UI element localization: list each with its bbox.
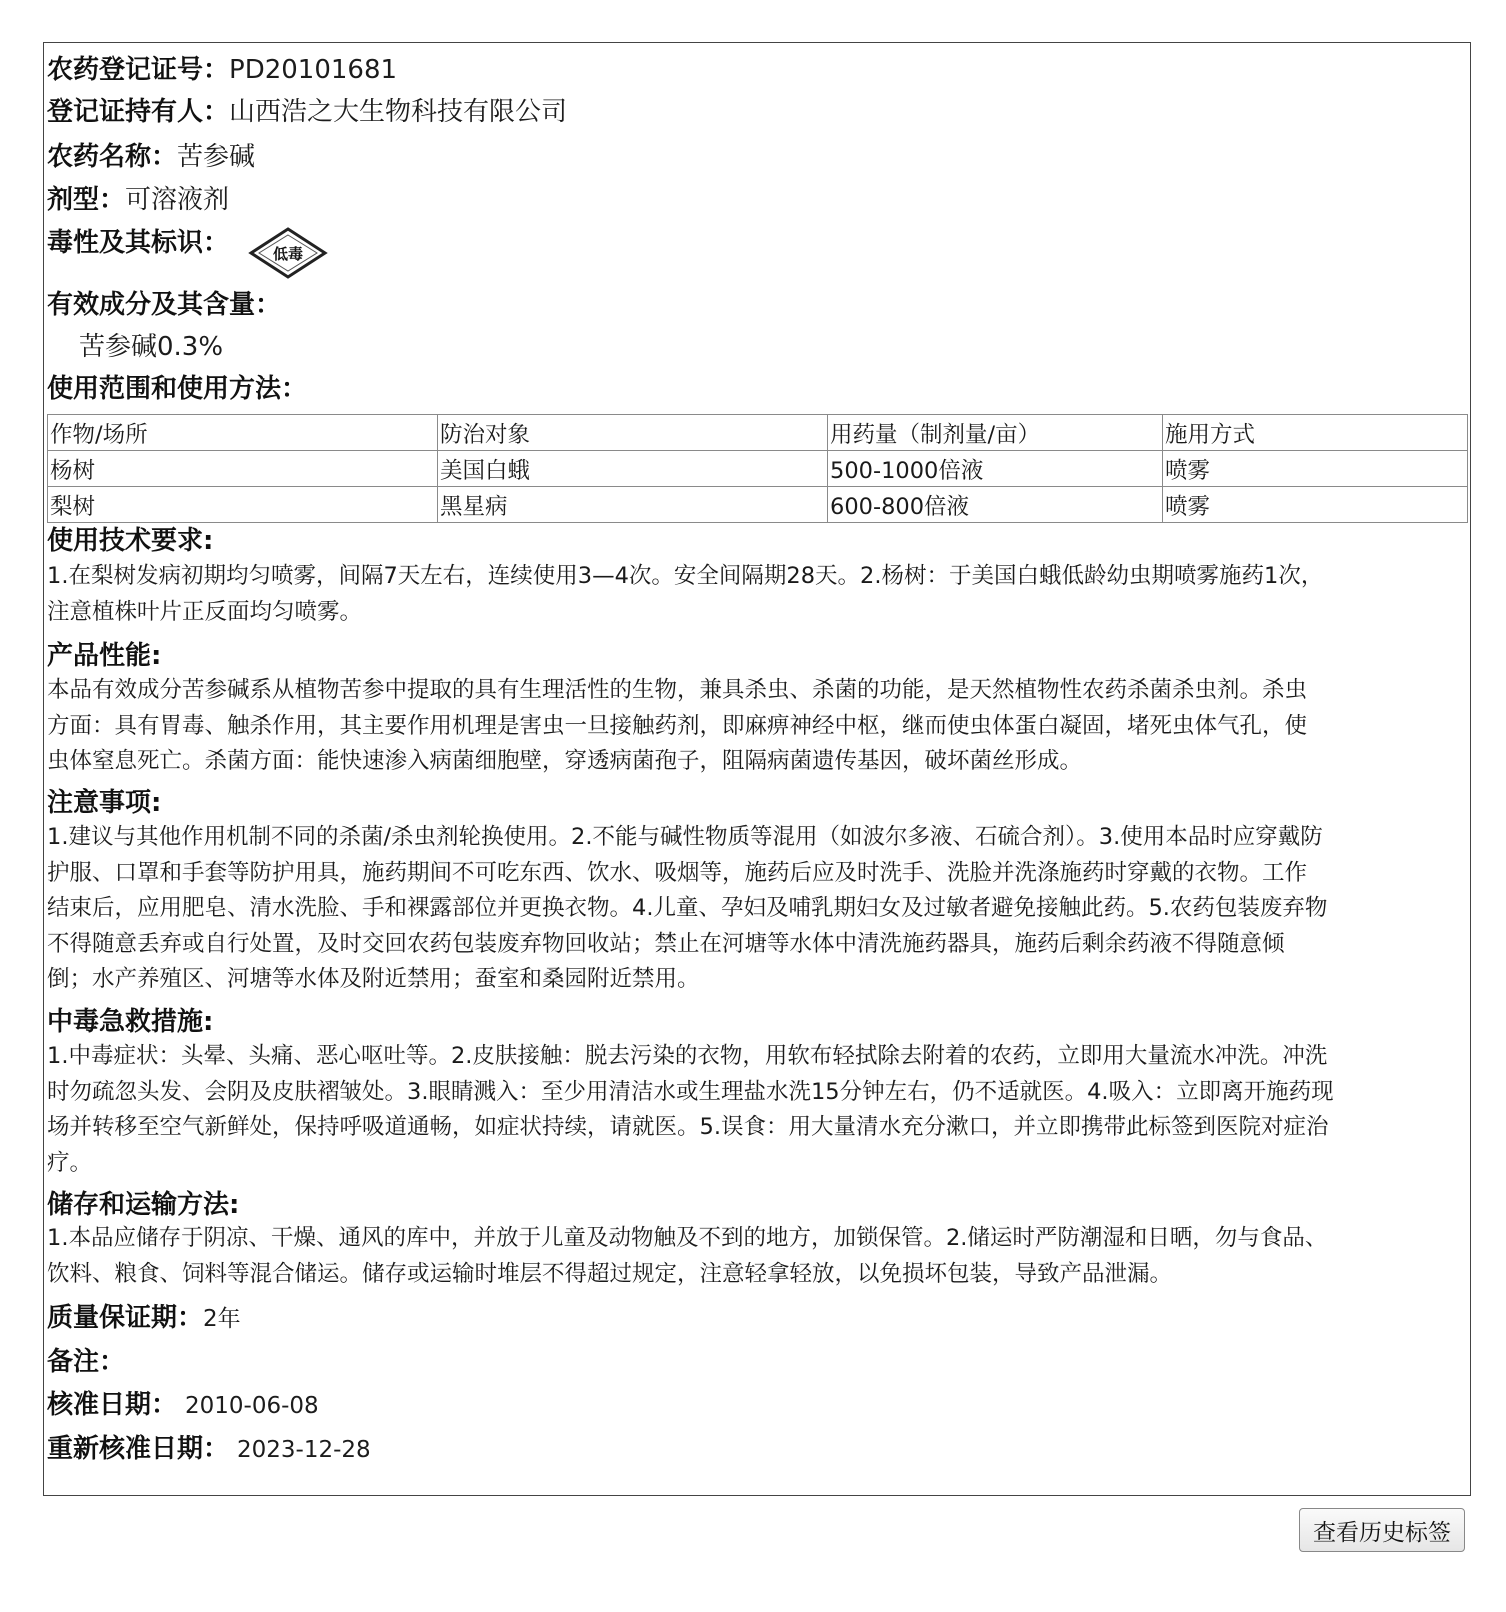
performance-text — [47, 673, 1467, 780]
usage-label: 使用范围和使用方法： — [47, 374, 308, 404]
table-row — [48, 451, 1468, 487]
first-aid-text — [47, 1039, 1467, 1181]
text-line: 护服、口罩和手套等防护用具，施药期间不可吃东西、饮水、吸烟等，施药后应及时洗手、洗脸并洗涤施药时穿戴的衣物。工作 — [47, 859, 1308, 886]
toxicity-row — [47, 222, 229, 259]
technical-label-row — [47, 520, 213, 557]
usage-table-header-row — [48, 415, 1468, 451]
usage-cell-crop: 梨树 — [48, 487, 438, 523]
toxicity-label: 毒性及其标识： — [47, 228, 230, 258]
text-line: 本品有效成分苦参碱系从植物苦参中提取的具有生理活性的生物，兼具杀虫、杀菌的功能，是天然植物性农药杀菌杀虫剂。杀虫 — [47, 677, 1308, 703]
usage-cell-dosage: 500-1000倍液 — [828, 451, 1163, 487]
shelf-life-row — [47, 1297, 241, 1334]
pesticide-name-label: 农药名称： — [47, 142, 178, 172]
ingredient-value: 苦参碱0.3% — [79, 332, 224, 362]
formulation-value: 可溶液剂 — [125, 185, 230, 215]
pesticide-name-value: 苦参碱 — [177, 142, 256, 172]
reapproval-date-value: 2023-12-28 — [237, 1437, 371, 1463]
technical-label: 使用技术要求: — [47, 526, 214, 556]
usage-label-row — [47, 368, 307, 405]
ingredient-value-row — [79, 326, 223, 363]
reapproval-date-label: 重新核准日期： — [47, 1434, 230, 1464]
first-aid-label-row — [47, 1001, 213, 1038]
text-line: 不得随意丢弃或自行处置，及时交回农药包装废弃物回收站；禁止在河塘等水体中清洗施药器具，施药后剩余药液不得随意倾 — [47, 930, 1285, 957]
low-toxicity-diamond-icon — [247, 227, 329, 279]
registration-row — [47, 49, 397, 86]
usage-cell-target: 黑星病 — [438, 487, 828, 523]
usage-header-crop: 作物/场所 — [48, 415, 438, 451]
usage-cell-dosage: 600-800倍液 — [828, 487, 1163, 523]
first-aid-label: 中毒急救措施: — [47, 1007, 214, 1037]
text-line: 1.本品应储存于阴凉、干燥、通风的库中，并放于儿童及动物触及不到的地方，加锁保管。2.储运时严防潮湿和日晒，勿与食品、 — [47, 1225, 1328, 1251]
usage-cell-crop: 杨树 — [48, 451, 438, 487]
text-line: 时勿疏忽头发、会阴及皮肤褶皱处。3.眼睛溅入：至少用清洁水或生理盐水洗15分钟左右，仍不适就医。4.吸入：立即离开施药现 — [47, 1078, 1334, 1105]
holder-row — [47, 91, 567, 128]
table-row — [48, 487, 1468, 523]
text-line: 倒；水产养殖区、河塘等水体及附近禁用；蚕室和桑园附近禁用。 — [47, 966, 700, 992]
usage-header-target: 防治对象 — [438, 415, 828, 451]
precautions-label-row — [47, 782, 161, 819]
text-line: 1.在梨树发病初期均匀喷雾，间隔7天左右，连续使用3—4次。安全间隔期28天。2.杨树：于美国白蛾低龄幼虫期喷雾施药1次， — [47, 563, 1324, 589]
shelf-life-value: 2年 — [203, 1306, 241, 1332]
text-line: 1.建议与其他作用机制不同的杀菌/杀虫剂轮换使用。2.不能与碱性物质等混用（如波尔多液、石硫合剂）。3.使用本品时应穿戴防 — [47, 824, 1323, 850]
usage-cell-method: 喷雾 — [1163, 451, 1468, 487]
technical-text — [47, 559, 1467, 630]
remarks-row — [47, 1341, 125, 1378]
text-line: 虫体窒息死亡。杀菌方面：能快速渗入病菌细胞壁，穿透病菌孢子，阻隔病菌遗传基因，破坏菌丝形成。 — [47, 748, 1083, 774]
holder-label: 登记证持有人： — [47, 97, 230, 127]
text-line: 饮料、粮食、饲料等混合储运。储存或运输时堆层不得超过规定，注意轻拿轻放，以免损坏包装，导致产品泄漏。 — [47, 1260, 1173, 1287]
pesticide-name-row — [47, 136, 255, 173]
reapproval-date-row — [47, 1428, 371, 1465]
text-line: 注意植株叶片正反面均匀喷雾。 — [47, 598, 363, 625]
formulation-row — [47, 179, 229, 216]
ingredient-label-row — [47, 284, 281, 321]
usage-cell-target: 美国白蛾 — [438, 451, 828, 487]
formulation-label: 剂型： — [47, 185, 126, 215]
approval-date-value: 2010-06-08 — [185, 1393, 319, 1419]
text-line: 疗。 — [47, 1149, 93, 1176]
usage-header-method: 施用方式 — [1163, 415, 1468, 451]
holder-value: 山西浩之大生物科技有限公司 — [229, 97, 568, 127]
text-line: 场并转移至空气新鲜处，保持呼吸道通畅，如症状持续，请就医。5.误食：用大量清水充分漱口，并立即携带此标签到医院对症治 — [47, 1114, 1329, 1140]
usage-cell-method: 喷雾 — [1163, 487, 1468, 523]
toxicity-badge-text: 低毒 — [272, 245, 304, 263]
remarks-label: 备注： — [47, 1347, 126, 1377]
precautions-label: 注意事项: — [47, 788, 162, 818]
approval-date-row — [47, 1384, 319, 1421]
precautions-text — [47, 820, 1467, 998]
performance-label: 产品性能: — [47, 641, 162, 671]
shelf-life-label: 质量保证期： — [47, 1303, 204, 1333]
usage-table — [47, 414, 1468, 523]
storage-label-row — [47, 1184, 239, 1221]
ingredient-label: 有效成分及其含量： — [47, 290, 282, 320]
approval-date-label: 核准日期： — [47, 1390, 178, 1420]
storage-text — [47, 1221, 1467, 1292]
storage-label: 储存和运输方法: — [47, 1190, 240, 1220]
registration-label: 农药登记证号： — [47, 55, 230, 85]
usage-header-dosage: 用药量（制剂量/亩） — [828, 415, 1163, 451]
label-info-panel — [43, 42, 1471, 1496]
text-line: 结束后，应用肥皂、清水洗脸、手和裸露部位并更换衣物。4.儿童、孕妇及哺乳期妇女及过敏者避免接触此药。5.农药包装废弃物 — [47, 895, 1328, 921]
text-line: 方面：具有胃毒、触杀作用，其主要作用机理是害虫一旦接触药剂，即麻痹神经中枢，继而使虫体蛋白凝固，堵死虫体气孔，使 — [47, 712, 1308, 739]
view-history-labels-button[interactable]: 查看历史标签 — [1299, 1508, 1465, 1552]
registration-value: PD20101681 — [229, 55, 398, 85]
performance-label-row — [47, 635, 161, 672]
text-line: 1.中毒症状：头晕、头痛、恶心呕吐等。2.皮肤接触：脱去污染的衣物，用软布轻拭除去附着的农药，立即用大量流水冲洗。冲洗 — [47, 1043, 1328, 1069]
